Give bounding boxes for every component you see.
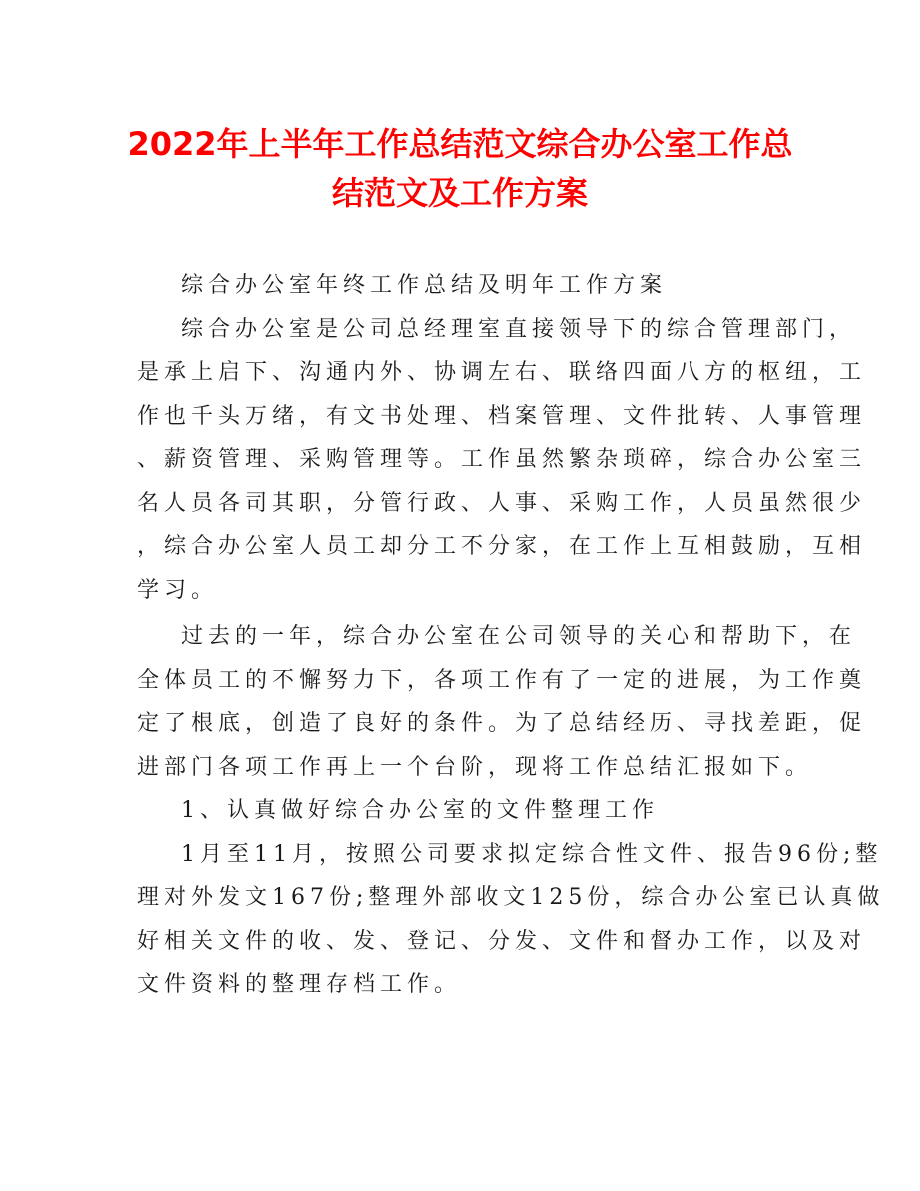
- document-title: [0, 120, 920, 218]
- paragraph-past-year: [137, 615, 867, 789]
- document-body: [137, 264, 885, 1007]
- text-line: 名人员各司其职，分管行政、人事、采购工作，人员虽然很少: [137, 490, 867, 516]
- paragraph-intro: [137, 308, 867, 613]
- text-line: 作也千头万绪，有文书处理、档案管理、文件批转、人事管理: [137, 403, 867, 429]
- text-line: 、薪资管理、采购管理等。工作虽然繁杂琐碎，综合办公室三: [137, 447, 867, 472]
- title-line-1: 2022年上半年工作总结范文综合办公室工作总: [127, 125, 793, 163]
- text-line: 进部门各项工作再上一个台阶，现将工作总结汇报如下。: [137, 754, 813, 780]
- paragraph-file-work: [137, 833, 885, 1007]
- section-heading-1: [137, 789, 797, 833]
- title-line-2: 结范文及工作方案: [331, 174, 588, 212]
- paragraph-subtitle: [137, 264, 797, 308]
- text-line: 理对外发文167份;整理外部收文125份，综合办公室已认真做: [137, 885, 885, 910]
- text-line: 全体员工的不懈努力下，各项工作有了一定的进展，为工作奠: [137, 667, 867, 693]
- text-line: 综合办公室年终工作总结及明年工作方案: [181, 273, 668, 298]
- text-line: 综合办公室是公司总经理室直接领导下的综合管理部门，: [181, 316, 857, 342]
- text-line: 是承上启下、沟通内外、协调左右、联络四面八方的枢纽，工: [137, 360, 867, 385]
- text-line: ，综合办公室人员工却分工不分家，在工作上互相鼓励，互相: [137, 534, 867, 559]
- text-line: 文件资料的整理存档工作。: [137, 972, 462, 997]
- text-line: 定了根底，创造了良好的条件。为了总结经历、寻找差距，促: [137, 711, 867, 736]
- text-line: 好相关文件的收、发、登记、分发、文件和督办工作，以及对: [137, 928, 867, 954]
- text-line: 1月至11月，按照公司要求拟定综合性文件、报告96份;整: [181, 841, 883, 867]
- text-line: 学习。: [137, 577, 219, 603]
- text-line: 过去的一年，综合办公室在公司领导的关心和帮助下，在: [181, 624, 857, 649]
- text-line: 1、认真做好综合办公室的文件整理工作: [181, 798, 659, 823]
